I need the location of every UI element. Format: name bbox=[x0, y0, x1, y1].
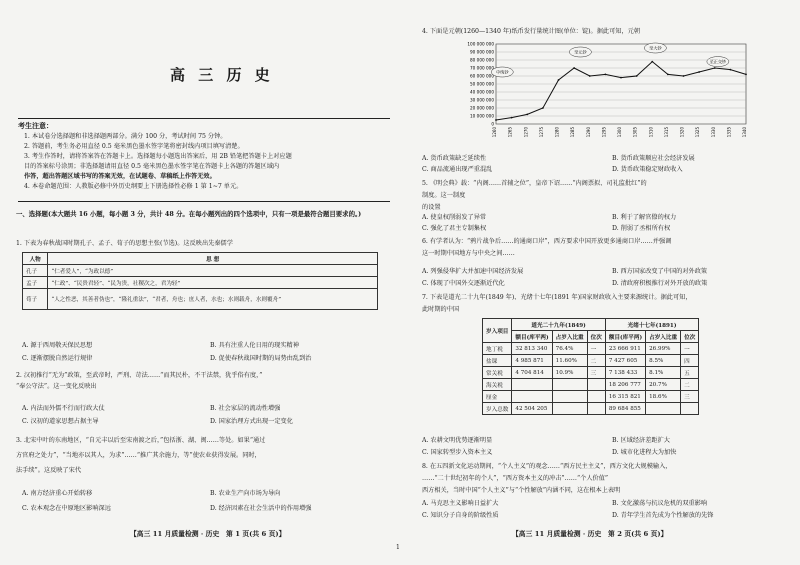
table-cell: 荀子 bbox=[23, 289, 48, 310]
table-cell: “人之性恶，其善者伪也”，“隆礼重法”，“君者，舟也；庶人者，水也；水则载舟，水则覆舟” bbox=[48, 289, 378, 310]
table-cell: 42 504 205 bbox=[512, 403, 552, 415]
q4-option-b: B. 货币政策顺应社会经济发展 bbox=[612, 155, 695, 162]
table-cell: 孔子 bbox=[23, 265, 48, 277]
q8-stem: 8. 在五四新文化运动期间，“个人主义”的观念……“西方民主主义”，西方文化大规模输入， bbox=[422, 463, 672, 470]
q6-stem: 这一时期中国地方与中央之间…… bbox=[422, 250, 515, 257]
q5-stem: 制度。这一制度 bbox=[422, 192, 466, 199]
x-tick-label: 1325 bbox=[695, 127, 701, 138]
q8-option-a: A. 马克思主义影响日益扩大 bbox=[422, 500, 499, 507]
table-cell: 五 bbox=[681, 367, 699, 379]
table-cell: 三 bbox=[681, 391, 699, 403]
q1-option-b: B. 具有注重人伦日用的现实精神 bbox=[210, 342, 299, 349]
page-footer: 【高三 11 月质量检测 · 历史 第 1 页(共 6 页)】 bbox=[130, 530, 286, 538]
q1-stem: 1. 下表为春秋战国时期孔子、孟子、荀子的思想主张(节选)。这反映出先秦儒学 bbox=[16, 240, 233, 247]
x-tick-label: 1335 bbox=[726, 127, 732, 138]
x-tick-label: 1280 bbox=[554, 127, 560, 138]
notice-line: 2. 答题前，考生务必用直径 0.5 毫米黑色墨水签字笔将密封线内项目填写清楚。 bbox=[24, 143, 244, 150]
q7-table bbox=[482, 318, 699, 415]
data-point bbox=[604, 74, 606, 76]
notice-box bbox=[18, 118, 390, 202]
x-tick-label: 1340 bbox=[742, 127, 747, 138]
page-footer: 【高三 11 月质量检测 · 历史 第 2 页(共 6 页)】 bbox=[512, 530, 668, 538]
q1-option-d: D. 促使春秋战国时期的局势由乱到治 bbox=[210, 355, 312, 362]
x-tick-label: 1275 bbox=[538, 127, 544, 138]
table-cell: 二 bbox=[587, 355, 605, 367]
y-tick-label: 20 000 000 bbox=[470, 105, 494, 111]
notice-line: 4. 本卷命题范围：人教版必修中外历史纲要上下册选择性必修 1 第 1~7 单元。 bbox=[24, 183, 243, 190]
q3-option-d: D. 经济因素在社会生活中的作用增强 bbox=[210, 505, 312, 512]
q7-option-d: D. 城市化进程大为加快 bbox=[612, 449, 677, 456]
table-cell: 一 bbox=[681, 343, 699, 355]
table-cell: 23 666 911 bbox=[605, 343, 645, 355]
data-point bbox=[495, 119, 497, 121]
q5-option-a: A. 使皇权削弱发了异常 bbox=[422, 214, 487, 221]
q4-option-d: D. 货币政策稳定财政收入 bbox=[612, 166, 683, 173]
annotation-label: 至元钞 bbox=[574, 49, 587, 55]
table-cell: 4 704 814 bbox=[512, 367, 552, 379]
x-tick-label: 1260 bbox=[492, 127, 497, 138]
table-cell: 厘金 bbox=[483, 391, 512, 403]
y-tick-label: 90 000 000 bbox=[470, 49, 494, 55]
y-tick-label: 30 000 000 bbox=[470, 97, 494, 103]
q7-option-a: A. 农耕文明优势逐渐明显 bbox=[422, 437, 493, 444]
q8-option-b: B. 文化激荡与抗议危机的双重影响 bbox=[612, 500, 708, 507]
currency-chart bbox=[452, 40, 752, 150]
y-tick-label: 80 000 000 bbox=[470, 57, 494, 63]
table-header: 道光二十九年(1849) bbox=[512, 319, 605, 331]
q6-stem: 6. 有学者认为：“鸦片战争后……的通商口岸”，西方要求中国开放更多通商口岸……并强调 bbox=[422, 238, 672, 245]
table-subheader: 位次 bbox=[587, 331, 605, 343]
q2-option-b: B. 社会家层的流动性增强 bbox=[210, 405, 281, 412]
q6-option-c: C. 体现了中国外交逐渐近代化 bbox=[422, 280, 505, 287]
q7-stem: 此时期的中国 bbox=[422, 306, 460, 313]
table-cell bbox=[587, 391, 605, 403]
q5-stem: 5. 《明会典》载：“内阁……首辅之位”，皇帝下诏……“内阁票拟、司礼监批红”的 bbox=[422, 180, 647, 187]
table-cell: 四 bbox=[681, 355, 699, 367]
table-cell: 常关税 bbox=[483, 367, 512, 379]
table-header: 光绪十七年(1891) bbox=[605, 319, 698, 331]
table-row bbox=[483, 403, 699, 415]
y-tick-label: 50 000 000 bbox=[470, 81, 494, 87]
table-cell bbox=[587, 379, 605, 391]
table-cell: 89 684 855 bbox=[605, 403, 645, 415]
table-row bbox=[483, 355, 699, 367]
x-tick-label: 1265 bbox=[507, 127, 513, 138]
notice-line: 目的答案标号涂黑；非选择题请用直径 0.5 毫米黑色墨水签字笔在答题卡上各题的答题区域内 bbox=[24, 163, 280, 170]
x-tick-label: 1315 bbox=[663, 127, 669, 138]
table-row bbox=[483, 367, 699, 379]
data-point bbox=[589, 75, 591, 77]
data-point bbox=[526, 114, 528, 116]
q5-stem: 的设置 bbox=[422, 204, 441, 211]
data-point bbox=[542, 107, 544, 109]
exam-title: 高 三 历 史 bbox=[170, 66, 274, 84]
table-cell: 地丁税 bbox=[483, 343, 512, 355]
y-tick-label: 0 bbox=[491, 121, 494, 127]
q7-option-b: B. 区域经济差距扩大 bbox=[612, 437, 670, 444]
q8-option-d: D. 青年学生首先成为个性解放的先锋 bbox=[612, 512, 714, 519]
table-subheader: 占岁入比重 bbox=[552, 331, 587, 343]
x-tick-label: 1305 bbox=[632, 127, 638, 138]
data-point bbox=[620, 77, 622, 79]
q6-option-a: A. 列强侵华扩大并加速中国经济发展 bbox=[422, 268, 524, 275]
table-cell: 盐课 bbox=[483, 355, 512, 367]
q1-option-a: A. 源于西周敬天保民思想 bbox=[22, 342, 93, 349]
q8-stem: 西方相关，当时中国“个人主义”与“个性解放”内涵不同，这在根本上表明 bbox=[422, 487, 621, 494]
table-cell: 16 315 821 bbox=[605, 391, 645, 403]
table-cell: 7 427 605 bbox=[605, 355, 645, 367]
q3-option-b: B. 农业生产向市场为导向 bbox=[210, 490, 281, 497]
q7-option-c: C. 国家转型步入资本主义 bbox=[422, 449, 493, 456]
table-cell: 8.5% bbox=[646, 355, 681, 367]
table-cell bbox=[646, 403, 681, 415]
table-cell: 11.60% bbox=[552, 355, 587, 367]
q3-option-a: A. 南方经济重心开始转移 bbox=[22, 490, 93, 497]
q4-option-c: C. 商品流通出现严重混乱 bbox=[422, 166, 493, 173]
q8-stem: ……“二十世纪初年的个人”，“西方资本主义的冲击”……“个人价值” bbox=[422, 475, 609, 482]
q4-stem: 4. 下面是元朝(1260—1340 年)纸币发行量统计图(单位：锭)。据此可知，元朝 bbox=[422, 28, 641, 35]
notice-line: 1. 本试卷分选择题和非选择题两部分。满分 100 分，考试时间 75 分钟。 bbox=[24, 133, 227, 140]
x-tick-label: 1320 bbox=[679, 127, 685, 138]
table-subheader: 额目(库平两) bbox=[512, 331, 552, 343]
table-cell: 三 bbox=[587, 367, 605, 379]
notice-line: 3. 考生作答时，请将答案答在答题卡上。选择题每小题选出答案后，用 2B 铅笔把答题卡上对应题 bbox=[24, 153, 292, 160]
table-cell: 8.1% bbox=[646, 367, 681, 379]
table-cell: 4 985 871 bbox=[512, 355, 552, 367]
q2-stem: 2. 汉初推行“无为”政策，至武帝时，严刑、苛法……“而其民朴，不干法禁，犹乎俗有度，” bbox=[16, 372, 263, 379]
table-cell: 76.4% bbox=[552, 343, 587, 355]
data-point bbox=[573, 67, 575, 69]
q5-option-d: D. 削弱了丞相所有权 bbox=[612, 225, 671, 232]
data-point bbox=[745, 74, 747, 76]
q1-option-c: C. 逐渐摆脱自然运行规律 bbox=[22, 355, 93, 362]
data-point bbox=[667, 74, 669, 76]
table-row bbox=[483, 379, 699, 391]
table-row bbox=[483, 343, 699, 355]
table-cell: 10.9% bbox=[552, 367, 587, 379]
q7-stem: 7. 下表是道光二十九年(1849 年)、光绪十七年(1891 年)国家财政收入主要来源统计。据此可知， bbox=[422, 294, 692, 301]
section-heading: 一、选择题(本大题共 16 小题，每小题 3 分，共计 48 分。在每小题列出的四个选项中，只有一项是最符合题目要求的。) bbox=[16, 210, 362, 218]
left-page bbox=[10, 0, 395, 565]
x-tick-label: 1310 bbox=[648, 127, 654, 138]
y-tick-label: 60 000 000 bbox=[470, 73, 494, 79]
q3-stem: 方官府之处力”，“当地亦以其人，为求”……“推广其余施力，等”使农业获得发展。同时， bbox=[16, 452, 261, 459]
data-point bbox=[729, 69, 731, 71]
table-cell: 孟子 bbox=[23, 277, 48, 289]
q6-option-b: B. 西方国家改变了中国的对外政策 bbox=[612, 268, 708, 275]
x-tick-label: 1330 bbox=[710, 127, 716, 138]
q1-table bbox=[22, 252, 378, 310]
right-page bbox=[412, 0, 795, 565]
table-cell: 岁入总数 bbox=[483, 403, 512, 415]
x-tick-label: 1285 bbox=[570, 127, 576, 138]
q6-option-d: D. 清政府积极推行对外开放的政策 bbox=[612, 280, 708, 287]
table-subheader: 占岁入比重 bbox=[646, 331, 681, 343]
table-cell: 18.6% bbox=[646, 391, 681, 403]
annotation-label: 中统钞 bbox=[495, 69, 509, 75]
data-point bbox=[683, 75, 685, 77]
q2-stem: “奉公守法”。这一变化反映出 bbox=[16, 383, 97, 390]
x-tick-label: 1270 bbox=[523, 127, 529, 138]
q3-stem: 法手续”。这反映了宋代 bbox=[16, 467, 82, 474]
table-cell: 一 bbox=[587, 343, 605, 355]
table-header: 岁入项目 bbox=[483, 319, 512, 343]
data-point bbox=[651, 61, 653, 63]
table-cell: 20.7% bbox=[646, 379, 681, 391]
table-header: 人物 bbox=[23, 253, 48, 265]
table-cell: “仁政”、“民贵君轻”、“民为贵，社稷次之，君为轻” bbox=[48, 277, 378, 289]
y-tick-label: 100 000 000 bbox=[467, 41, 494, 47]
table-cell: 18 206 777 bbox=[605, 379, 645, 391]
q8-option-c: C. 知识分子自身的阶级性质 bbox=[422, 512, 499, 519]
data-point bbox=[511, 117, 513, 119]
q3-option-c: C. 农本观念在中原地区影响深远 bbox=[22, 505, 111, 512]
data-point bbox=[698, 71, 700, 73]
table-cell bbox=[512, 391, 552, 403]
y-tick-label: 10 000 000 bbox=[470, 113, 494, 119]
y-tick-label: 70 000 000 bbox=[470, 65, 494, 71]
table-cell: “仁者爱人”，“为政以德” bbox=[48, 265, 378, 277]
table-subheader: 位次 bbox=[681, 331, 699, 343]
y-tick-label: 40 000 000 bbox=[470, 89, 494, 95]
table-cell bbox=[552, 391, 587, 403]
x-tick-label: 1290 bbox=[585, 127, 591, 138]
series-line bbox=[496, 62, 746, 120]
q3-stem: 3. 北宋中叶的东南地区，“自元丰以后至宋南渡之后，”包括浙、湖、闽……等处。如果“通过 bbox=[16, 437, 266, 444]
table-cell bbox=[512, 379, 552, 391]
table-subheader: 额目(库平两) bbox=[605, 331, 645, 343]
page-number: 1 bbox=[396, 544, 400, 551]
table-cell: 32 813 340 bbox=[512, 343, 552, 355]
data-point bbox=[714, 67, 716, 69]
annotation-label: 至大钞 bbox=[649, 45, 662, 51]
table-cell: 二 bbox=[681, 379, 699, 391]
notice-line: 作答，超出答题区域书写的答案无效，在试题卷、草稿纸上作答无效。 bbox=[24, 173, 216, 180]
table-cell: 26.99% bbox=[646, 343, 681, 355]
q2-option-c: C. 汉初的道家思想占据主导 bbox=[22, 418, 99, 425]
table-cell bbox=[681, 403, 699, 415]
table-header: 思 想 bbox=[48, 253, 378, 265]
x-tick-label: 1295 bbox=[601, 127, 607, 138]
x-tick-label: 1300 bbox=[617, 127, 622, 138]
q4-option-a: A. 货币政策缺乏延续性 bbox=[422, 155, 487, 162]
q5-option-b: B. 利于了解官僚的权力 bbox=[612, 214, 677, 221]
q2-option-d: D. 国家治理方式出现一定变化 bbox=[210, 418, 293, 425]
table-row bbox=[483, 391, 699, 403]
data-point bbox=[558, 79, 560, 81]
table-cell bbox=[552, 379, 587, 391]
table-cell bbox=[552, 403, 587, 415]
q5-option-c: C. 强化了君主专制集权 bbox=[422, 225, 487, 232]
data-point bbox=[636, 75, 638, 77]
notice-heading: 考生注意： bbox=[18, 121, 53, 130]
annotation-label: 至正交钞 bbox=[709, 59, 727, 65]
table-cell: 7 138 433 bbox=[605, 367, 645, 379]
q2-option-a: A. 内法而外儒不行而行政大仗 bbox=[22, 405, 105, 412]
table-cell: 海关税 bbox=[483, 379, 512, 391]
table-cell bbox=[587, 403, 605, 415]
